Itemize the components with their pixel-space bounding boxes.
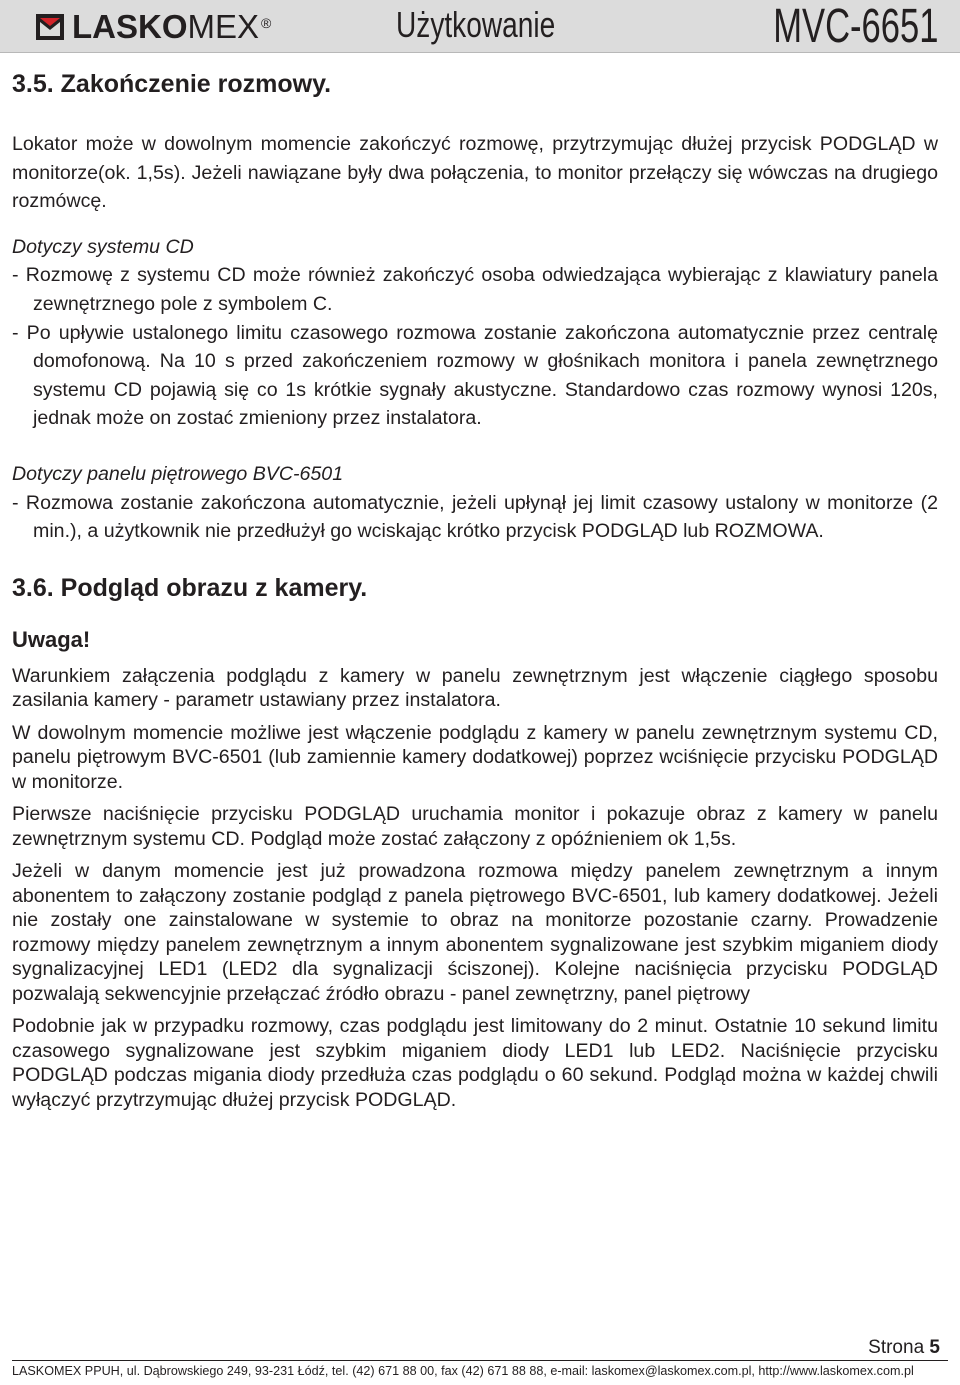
note-title: Uwaga! xyxy=(12,626,91,652)
paragraph: Pierwsze naciśnięcie przycisku PODGLĄD uruchamia monitor i pokazuje obraz z kamery w panelu zewnętrznym systemu CD. Podgląd może zostać załączony z opóźnieniem ok 1,5s. xyxy=(12,803,938,850)
section-title: Użytkowanie xyxy=(396,4,556,45)
bullet-item: - Rozmowa zostanie zakończona automatycznie, jeżeli upłynął jej limit czasowy ustalony w monitorze (2 min.), a użytkownik nie przedłużył go wciskając krótko przycisk PODGLĄD lub ROZMOWA. xyxy=(12,491,938,543)
logo-wordmark: LASKOMEX ® xyxy=(72,8,272,45)
subsection-title-cd: Dotyczy systemu CD xyxy=(12,235,194,258)
paragraph: Lokator może w dowolnym momencie zakończyć rozmowę, przytrzymując dłużej przycisk PODGLĄD w monitorze(ok. 1,5s). Jeżeli nawiązane były dwa połączenia, to monitor przełączy się wówczas na drugiego rozmówcę. xyxy=(12,133,938,213)
bullet-item: - Rozmowę z systemu CD może również zakończyć osoba odwiedzająca wybierając z klawiatury panela zewnętrznego pole z symbolem C. xyxy=(12,264,938,315)
model-name: MVC-6651 xyxy=(772,0,938,53)
footer-divider xyxy=(12,1360,948,1361)
subsection-title-bvc: Dotyczy panelu piętrowego BVC-6501 xyxy=(12,462,344,485)
paragraph: W dowolnym momencie możliwe jest włączenie podglądu z kamery w panelu zewnętrznym systemu CD, panelu piętrowym BVC-6501 (lub zamiennie kamery dodatkowej) poprzez wciśnięcie przycisku PODGLĄD w monitorze. xyxy=(12,721,938,793)
section-heading-3-6: 3.6. Podgląd obrazu z kamery. xyxy=(12,573,368,602)
footer-address: LASKOMEX PPUH, ul. Dąbrowskiego 249, 93-231 Łódź, tel. (42) 671 88 00, fax (42) 671 88 88, e-mail: laskomex@laskomex.com.pl, http://www.laskomex.com.pl xyxy=(12,1364,914,1378)
bullet-item: - Po upływie ustalonego limitu czasowego rozmowa zostanie zakończona automatycznie przez centralę domofonową. Na 10 s przed zakończeniem rozmowy w głośnikach monitora i panela zewnętrznego systemu CD pojawią się co 1s krótkie sygnały akustyczne. Standardowo czas rozmowy wynosi 120s, jednak może on zostać zmieniony przez instalatora. xyxy=(12,321,938,430)
paragraph: Podobnie jak w przypadku rozmowy, czas podglądu jest limitowany do 2 minut. Ostatnie 10 sekund limitu czasowego sygnalizowane jest szybkim miganiem diody LED1 lub LED2. Naciśnięcie przycisku PODGLĄD podczas migania diody przedłuża czas podglądu o 60 sekund. Podgląd można w każdej chwili wyłączyć przytrzymując dłużej przycisk PODGLĄD. xyxy=(12,1015,938,1111)
logo-mark-icon xyxy=(36,14,64,40)
paragraph: Jeżeli w danym momencie jest już prowadzona rozmowa między panelem zewnętrznym a innym abonentem to załączony zostanie podgląd z panela piętrowego BVC-6501, lub kamery dodatkowej. Jeżeli nie zostały one zainstalowane w systemie to obraz na monitorze pozostanie czarny. Prowadzenie rozmowy między panelem zewnętrznym a innym abonentem sygnalizowane jest szybkim miganiem diody sygnalizacyjnej LED1 (LED2 dla sygnalizacji ściszonej). Kolejne naciśnięcia przycisku PODGLĄD pozwalają sekwencyjnie przełączać źródło obrazu - panel zewnętrzny, panel piętrowy xyxy=(12,860,938,1005)
section-heading-3-5: 3.5. Zakończenie rozmowy. xyxy=(12,70,332,98)
company-logo xyxy=(36,8,271,46)
paragraph: Warunkiem załączenia podglądu z kamery w panelu zewnętrznym jest włączenie ciągłego sposobu zasilania kamery - parametr ustawiany przez instalatora. xyxy=(12,664,938,712)
page-number: Strona 5 xyxy=(868,1337,940,1358)
page-header xyxy=(0,0,960,53)
page-content xyxy=(12,58,938,1112)
